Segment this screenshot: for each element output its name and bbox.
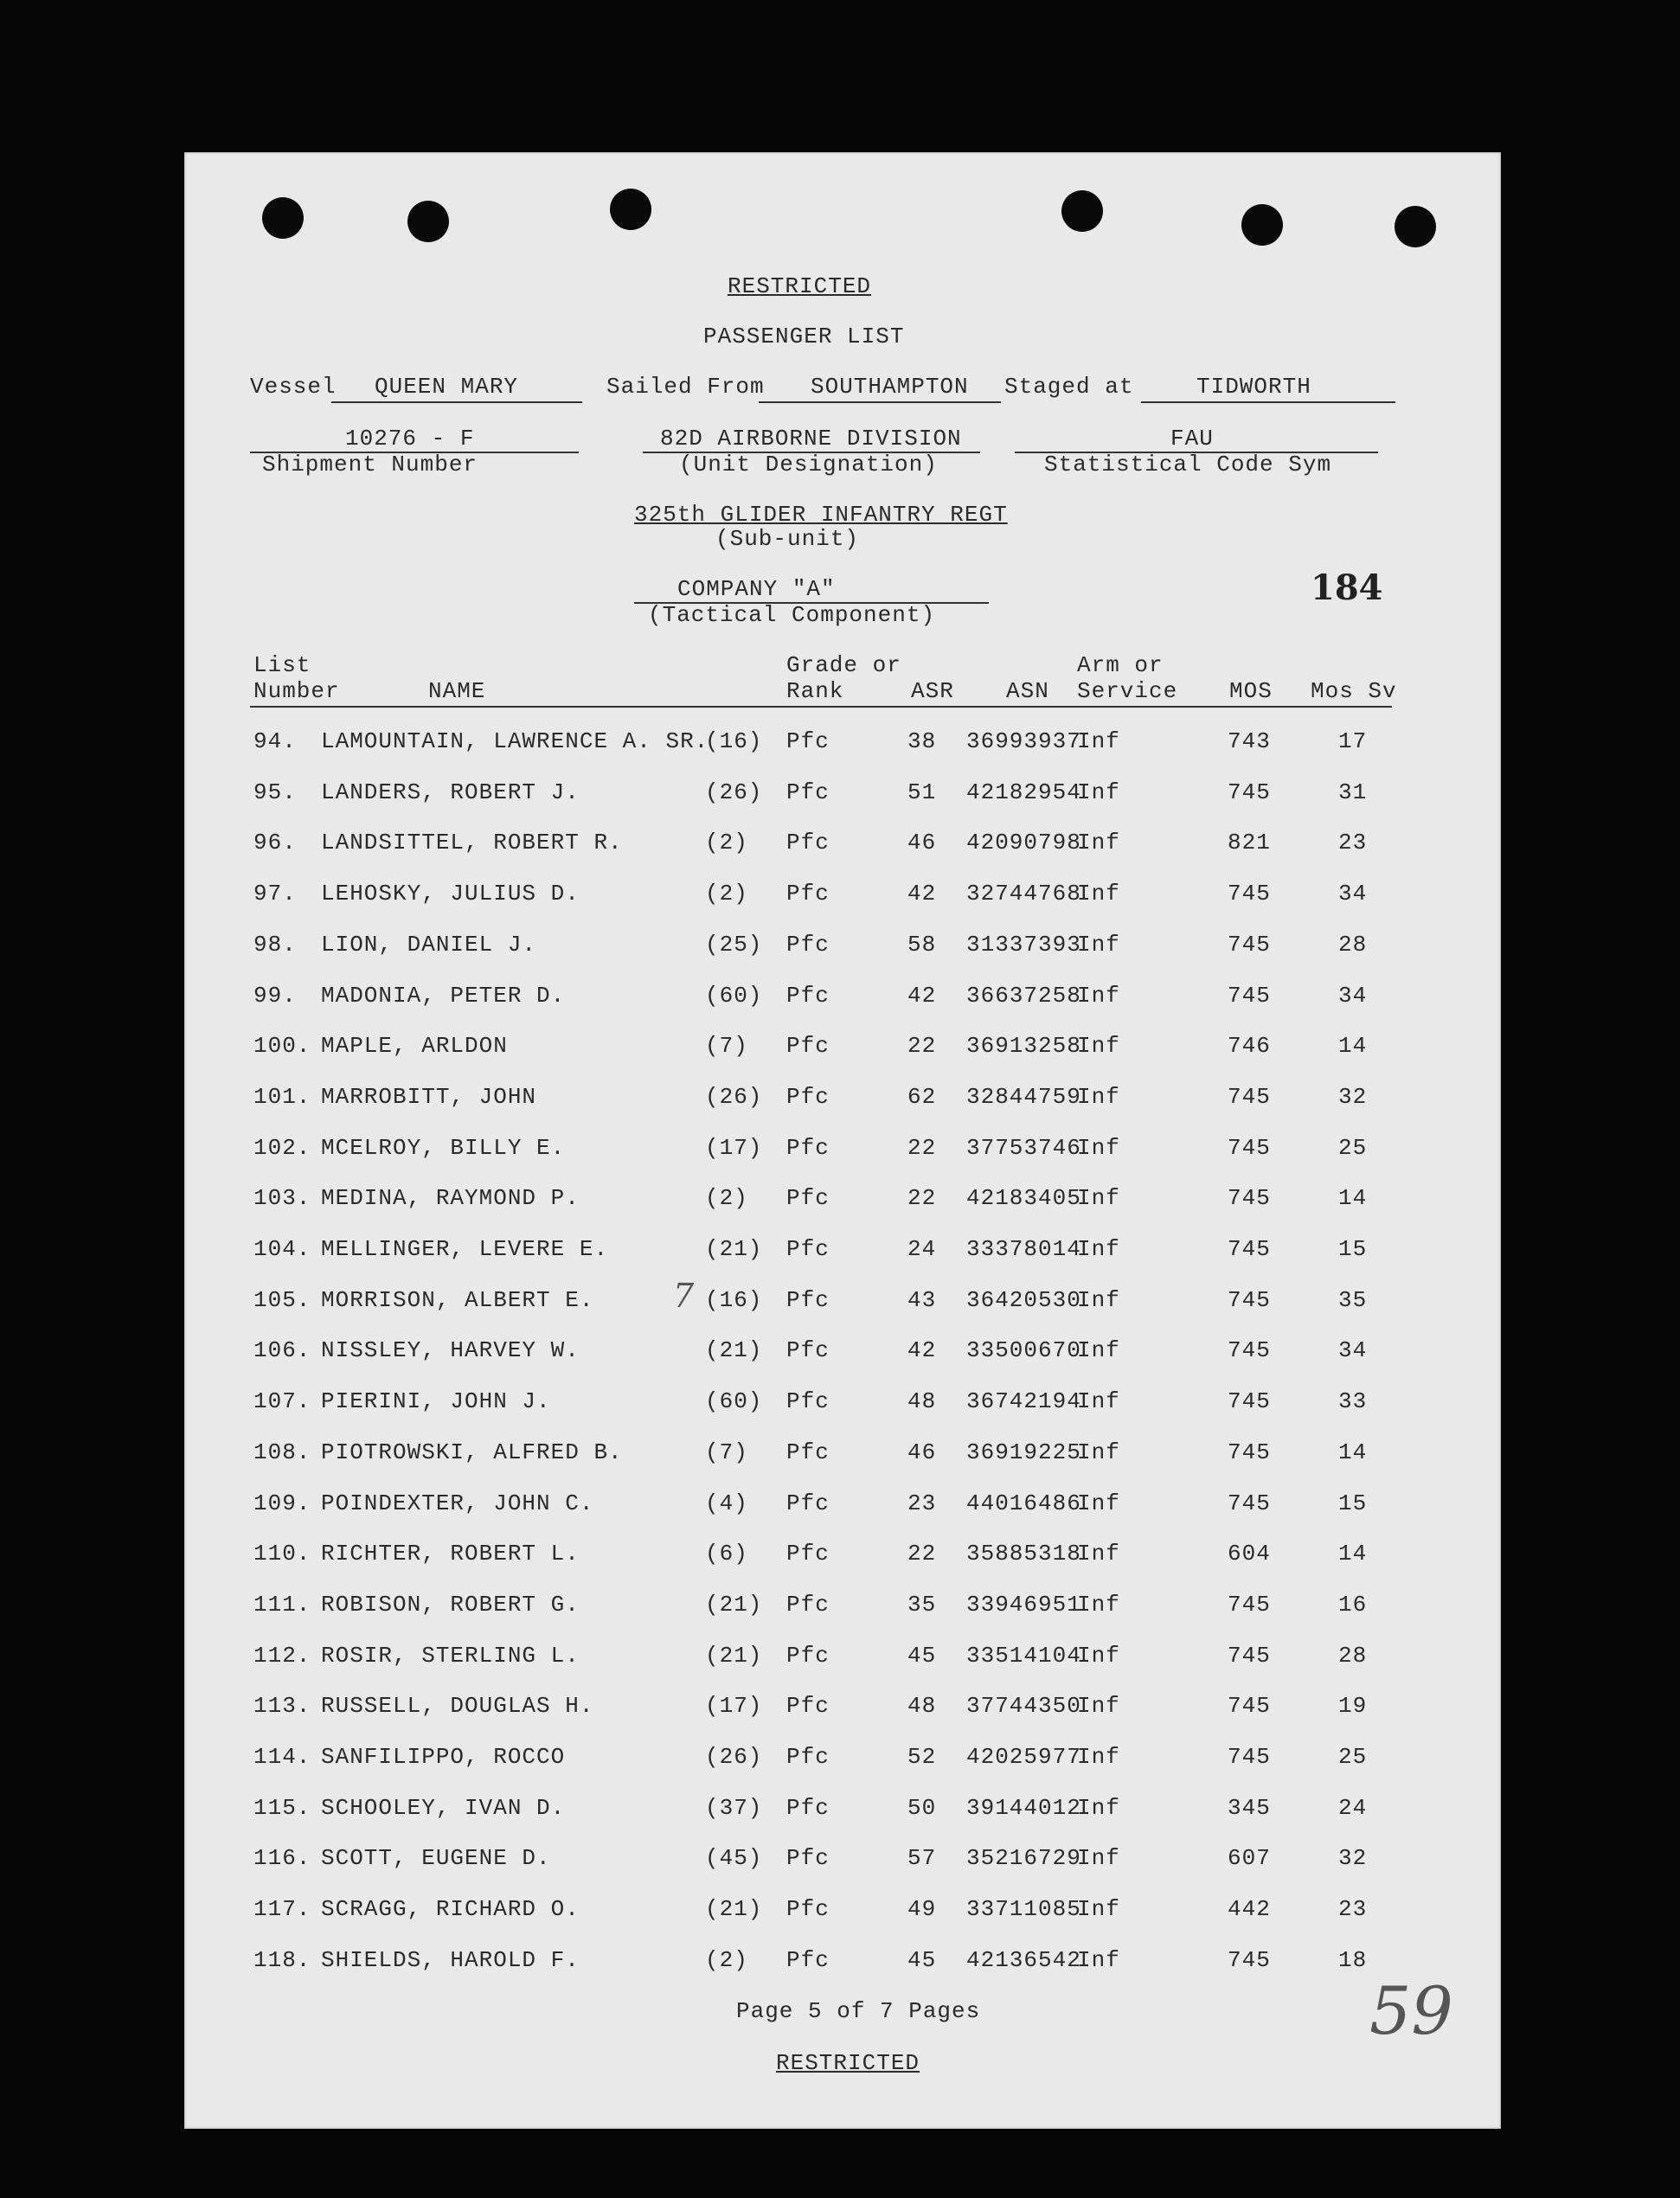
passenger-name: LAMOUNTAIN, LAWRENCE A. SR.	[321, 728, 709, 754]
mos: 821	[1228, 830, 1271, 856]
ref-number: (26)	[705, 1083, 763, 1110]
ref-number: (17)	[705, 1693, 763, 1720]
asr: 48	[907, 1693, 937, 1720]
mos: 607	[1228, 1845, 1271, 1872]
asr: 62	[907, 1083, 937, 1110]
table-row	[184, 1135, 1501, 1169]
list-number: 118.	[253, 1946, 311, 1973]
mos-sv: 14	[1338, 1033, 1368, 1060]
mos: 745	[1228, 1185, 1271, 1212]
handwritten-annotation: 7	[673, 1277, 695, 1315]
asr: 46	[907, 830, 937, 856]
asn: 36993937	[966, 728, 1081, 754]
ref-number: (25)	[705, 931, 763, 958]
sailed-underline	[759, 401, 1001, 403]
passenger-name: SHIELDS, HAROLD F.	[321, 1946, 580, 1973]
asn: 33514104	[966, 1642, 1081, 1669]
ref-number: (4)	[705, 1490, 748, 1516]
list-number: 111.	[253, 1591, 311, 1618]
asr: 38	[907, 728, 937, 754]
grade: Pfc	[786, 1642, 830, 1669]
table-row	[184, 983, 1501, 1017]
table-row	[184, 932, 1501, 966]
asn: 42183405	[966, 1185, 1081, 1212]
asn: 36913258	[966, 1033, 1081, 1060]
staged-label: Staged at	[1004, 374, 1134, 400]
asn: 36919225	[966, 1439, 1081, 1465]
passenger-name: LEHOSKY, JULIUS D.	[321, 881, 580, 907]
mos-sv: 25	[1338, 1134, 1368, 1161]
asn: 33500670	[966, 1337, 1081, 1364]
passenger-name: MADONIA, PETER D.	[321, 982, 566, 1009]
ref-number: (21)	[705, 1591, 763, 1618]
asr: 42	[907, 1337, 937, 1364]
list-number: 103.	[253, 1185, 311, 1212]
mos: 745	[1228, 1388, 1271, 1415]
table-row	[184, 830, 1501, 864]
grade: Pfc	[786, 1134, 830, 1161]
ref-number: (2)	[705, 1185, 748, 1212]
list-number: 110.	[253, 1541, 311, 1567]
asn: 42136542	[966, 1946, 1081, 1973]
col-list-1: List	[253, 652, 311, 678]
arm-service: Inf	[1077, 1286, 1120, 1313]
arm-service: Inf	[1077, 1388, 1120, 1415]
mos: 745	[1228, 1439, 1271, 1465]
statistical-code: FAU	[1170, 426, 1214, 452]
grade: Pfc	[786, 1946, 830, 1973]
list-number: 113.	[253, 1693, 311, 1720]
mos: 745	[1228, 1693, 1271, 1720]
list-number: 115.	[253, 1794, 311, 1821]
mos-sv: 31	[1338, 779, 1368, 805]
arm-service: Inf	[1077, 1337, 1120, 1364]
passenger-name: MORRISON, ALBERT E.	[321, 1286, 594, 1313]
asr: 22	[907, 1185, 937, 1212]
grade: Pfc	[786, 982, 830, 1009]
table-row	[184, 1744, 1501, 1778]
restricted-top: RESTRICTED	[728, 273, 872, 299]
sub-unit-label: (Sub-unit)	[715, 526, 860, 552]
grade: Pfc	[786, 1591, 830, 1618]
asr: 57	[907, 1845, 937, 1872]
arm-service: Inf	[1077, 779, 1120, 805]
asn: 37744350	[966, 1693, 1081, 1720]
list-number: 98.	[253, 931, 297, 958]
table-row	[184, 1033, 1501, 1067]
grade: Pfc	[786, 1896, 830, 1923]
arm-service: Inf	[1077, 1490, 1120, 1516]
mos-sv: 14	[1338, 1185, 1368, 1212]
punch-hole	[610, 189, 651, 230]
grade: Pfc	[786, 1337, 830, 1364]
ref-number: (7)	[705, 1033, 748, 1060]
asn: 32844759	[966, 1083, 1081, 1110]
asr: 51	[907, 779, 937, 805]
mos-sv: 19	[1338, 1693, 1368, 1720]
table-row	[184, 1896, 1501, 1931]
passenger-name: PIOTROWSKI, ALFRED B.	[321, 1439, 623, 1465]
table-row	[184, 1185, 1501, 1220]
passenger-name: NISSLEY, HARVEY W.	[321, 1337, 580, 1364]
table-row	[184, 1947, 1501, 1982]
punch-hole	[1241, 204, 1283, 246]
mos: 745	[1228, 1083, 1271, 1110]
list-number: 116.	[253, 1845, 311, 1872]
punch-hole	[262, 197, 304, 239]
ref-number: (26)	[705, 779, 763, 805]
grade: Pfc	[786, 1490, 830, 1516]
mos: 745	[1228, 779, 1271, 805]
passenger-name: MEDINA, RAYMOND P.	[321, 1185, 580, 1212]
list-number: 97.	[253, 881, 297, 907]
document-page	[184, 152, 1501, 2129]
ref-number: (37)	[705, 1794, 763, 1821]
arm-service: Inf	[1077, 1946, 1120, 1973]
mos-sv: 32	[1338, 1083, 1368, 1110]
punch-hole	[407, 201, 449, 242]
table-row	[184, 779, 1501, 814]
mos: 745	[1228, 982, 1271, 1009]
asn: 44016486	[966, 1490, 1081, 1516]
asr: 23	[907, 1490, 937, 1516]
col-arm-1: Arm or	[1077, 652, 1164, 678]
asr: 45	[907, 1946, 937, 1973]
asn: 32744768	[966, 881, 1081, 907]
mos-sv: 14	[1338, 1541, 1368, 1567]
grade: Pfc	[786, 1845, 830, 1872]
list-number: 105.	[253, 1286, 311, 1313]
mos: 745	[1228, 1642, 1271, 1669]
mos: 745	[1228, 1591, 1271, 1618]
mos: 743	[1228, 728, 1271, 754]
list-number: 104.	[253, 1236, 311, 1262]
list-number: 109.	[253, 1490, 311, 1516]
mos-sv: 23	[1338, 1896, 1368, 1923]
asn: 31337393	[966, 931, 1081, 958]
table-row	[184, 1337, 1501, 1372]
ref-number: (60)	[705, 1388, 763, 1415]
col-grade-1: Grade or	[786, 652, 901, 678]
sailed-label: Sailed From	[606, 374, 765, 400]
asr: 52	[907, 1744, 937, 1770]
mos-sv: 28	[1338, 1642, 1368, 1669]
col-asn: ASN	[1006, 678, 1049, 704]
table-row	[184, 1643, 1501, 1677]
component-label: (Tactical Component)	[648, 602, 936, 628]
grade: Pfc	[786, 1286, 830, 1313]
arm-service: Inf	[1077, 1744, 1120, 1770]
arm-service: Inf	[1077, 1845, 1120, 1872]
mos-sv: 24	[1338, 1794, 1368, 1821]
list-number: 107.	[253, 1388, 311, 1415]
header-rule	[250, 706, 1392, 708]
passenger-name: MAPLE, ARLDON	[321, 1033, 508, 1060]
shipment-label: Shipment Number	[262, 452, 478, 477]
list-number: 100.	[253, 1033, 311, 1060]
tactical-component: COMPANY "A"	[677, 576, 836, 602]
ref-number: (21)	[705, 1896, 763, 1923]
list-number: 96.	[253, 830, 297, 856]
asn: 42090798	[966, 830, 1081, 856]
handwritten-page-number: 59	[1369, 1972, 1453, 2049]
mos: 745	[1228, 1946, 1271, 1973]
table-row	[184, 1592, 1501, 1626]
table-row	[184, 1795, 1501, 1830]
mos-sv: 32	[1338, 1845, 1368, 1872]
grade: Pfc	[786, 931, 830, 958]
grade: Pfc	[786, 881, 830, 907]
table-row	[184, 1693, 1501, 1727]
asn: 35885318	[966, 1541, 1081, 1567]
passenger-name: MELLINGER, LEVERE E.	[321, 1236, 609, 1262]
arm-service: Inf	[1077, 1794, 1120, 1821]
asr: 45	[907, 1642, 937, 1669]
passenger-name: LANDERS, ROBERT J.	[321, 779, 580, 805]
asn: 36742194	[966, 1388, 1081, 1415]
passenger-name: SCRAGG, RICHARD O.	[321, 1896, 580, 1923]
list-number: 95.	[253, 779, 297, 805]
ref-number: (17)	[705, 1134, 763, 1161]
unit-label: (Unit Designation)	[679, 452, 938, 477]
code-label: Statistical Code Sym	[1044, 452, 1332, 477]
mos-sv: 33	[1338, 1388, 1368, 1415]
asn: 42025977	[966, 1744, 1081, 1770]
arm-service: Inf	[1077, 728, 1120, 754]
grade: Pfc	[786, 1083, 830, 1110]
passenger-name: MCELROY, BILLY E.	[321, 1134, 566, 1161]
mos: 745	[1228, 1134, 1271, 1161]
mos-sv: 28	[1338, 931, 1368, 958]
mos: 442	[1228, 1896, 1271, 1923]
arm-service: Inf	[1077, 1236, 1120, 1262]
passenger-name: POINDEXTER, JOHN C.	[321, 1490, 594, 1516]
mos: 746	[1228, 1033, 1271, 1060]
asn: 35216729	[966, 1845, 1081, 1872]
passenger-name: LANDSITTEL, ROBERT R.	[321, 830, 623, 856]
restricted-bottom: RESTRICTED	[776, 2050, 920, 2076]
table-row	[184, 881, 1501, 915]
asr: 42	[907, 881, 937, 907]
arm-service: Inf	[1077, 830, 1120, 856]
grade: Pfc	[786, 1744, 830, 1770]
arm-service: Inf	[1077, 1033, 1120, 1060]
arm-service: Inf	[1077, 1439, 1120, 1465]
ref-number: (2)	[705, 830, 748, 856]
table-row	[184, 1084, 1501, 1118]
mos-sv: 34	[1338, 1337, 1368, 1364]
grade: Pfc	[786, 1794, 830, 1821]
arm-service: Inf	[1077, 1541, 1120, 1567]
table-row	[184, 1439, 1501, 1474]
list-number: 117.	[253, 1896, 311, 1923]
staged-value: TIDWORTH	[1196, 374, 1311, 400]
mos: 745	[1228, 1744, 1271, 1770]
arm-service: Inf	[1077, 1591, 1120, 1618]
table-row	[184, 1490, 1501, 1525]
asr: 49	[907, 1896, 937, 1923]
sailed-value: SOUTHAMPTON	[811, 374, 969, 400]
asn: 39144012	[966, 1794, 1081, 1821]
vessel-value: QUEEN MARY	[375, 374, 519, 400]
arm-service: Inf	[1077, 881, 1120, 907]
passenger-name: LION, DANIEL J.	[321, 931, 537, 958]
mos-sv: 15	[1338, 1236, 1368, 1262]
unit-designation: 82D AIRBORNE DIVISION	[660, 426, 962, 452]
list-number: 106.	[253, 1337, 311, 1364]
passenger-name: MARROBITT, JOHN	[321, 1083, 537, 1110]
grade: Pfc	[786, 830, 830, 856]
ref-number: (16)	[705, 728, 763, 754]
page-footer: Page 5 of 7 Pages	[736, 1998, 981, 2024]
document-title: PASSENGER LIST	[703, 324, 905, 349]
asr: 50	[907, 1794, 937, 1821]
list-number: 112.	[253, 1642, 311, 1669]
punch-hole	[1061, 190, 1103, 232]
asr: 46	[907, 1439, 937, 1465]
page-stamp: 184	[1311, 567, 1383, 608]
mos-sv: 18	[1338, 1946, 1368, 1973]
punch-hole	[1395, 206, 1436, 247]
table-row	[184, 1388, 1501, 1423]
col-name: NAME	[428, 678, 486, 704]
asr: 58	[907, 931, 937, 958]
arm-service: Inf	[1077, 931, 1120, 958]
ref-number: (2)	[705, 881, 748, 907]
passenger-name: ROSIR, STERLING L.	[321, 1642, 580, 1669]
col-list-2: Number	[253, 678, 340, 704]
table-row	[184, 1845, 1501, 1880]
mos-sv: 16	[1338, 1591, 1368, 1618]
mos: 345	[1228, 1794, 1271, 1821]
mos: 745	[1228, 1236, 1271, 1262]
arm-service: Inf	[1077, 1896, 1120, 1923]
shipment-number: 10276 - F	[345, 426, 475, 452]
list-number: 94.	[253, 728, 297, 754]
grade: Pfc	[786, 1236, 830, 1262]
col-mos: MOS	[1229, 678, 1273, 704]
mos-sv: 35	[1338, 1286, 1368, 1313]
passenger-name: RUSSELL, DOUGLAS H.	[321, 1693, 594, 1720]
asr: 22	[907, 1541, 937, 1567]
asr: 22	[907, 1033, 937, 1060]
mos-sv: 17	[1338, 728, 1368, 754]
mos-sv: 34	[1338, 982, 1368, 1009]
asr: 42	[907, 982, 937, 1009]
asr: 43	[907, 1286, 937, 1313]
arm-service: Inf	[1077, 1642, 1120, 1669]
table-row	[184, 1287, 1501, 1322]
mos-sv: 14	[1338, 1439, 1368, 1465]
grade: Pfc	[786, 1388, 830, 1415]
list-number: 108.	[253, 1439, 311, 1465]
arm-service: Inf	[1077, 1185, 1120, 1212]
vessel-label: Vessel	[250, 374, 337, 400]
list-number: 101.	[253, 1083, 311, 1110]
col-grade-2: Rank	[786, 678, 844, 704]
mos: 604	[1228, 1541, 1271, 1567]
passenger-name: SCHOOLEY, IVAN D.	[321, 1794, 566, 1821]
ref-number: (60)	[705, 982, 763, 1009]
ref-number: (21)	[705, 1642, 763, 1669]
arm-service: Inf	[1077, 1693, 1120, 1720]
mos: 745	[1228, 1286, 1271, 1313]
col-arm-2: Service	[1077, 678, 1178, 704]
arm-service: Inf	[1077, 1134, 1120, 1161]
ref-number: (2)	[705, 1946, 748, 1973]
grade: Pfc	[786, 1541, 830, 1567]
list-number: 102.	[253, 1134, 311, 1161]
passenger-name: PIERINI, JOHN J.	[321, 1388, 551, 1415]
mos: 745	[1228, 1337, 1271, 1364]
mos-sv: 15	[1338, 1490, 1368, 1516]
asn: 33946951	[966, 1591, 1081, 1618]
arm-service: Inf	[1077, 982, 1120, 1009]
mos: 745	[1228, 881, 1271, 907]
asn: 33378014	[966, 1236, 1081, 1262]
passenger-name: RICHTER, ROBERT L.	[321, 1541, 580, 1567]
ref-number: (26)	[705, 1744, 763, 1770]
col-asr: ASR	[911, 678, 954, 704]
asn: 42182954	[966, 779, 1081, 805]
asn: 36637258	[966, 982, 1081, 1009]
ref-number: (21)	[705, 1236, 763, 1262]
passenger-name: SANFILIPPO, ROCCO	[321, 1744, 566, 1770]
ref-number: (16)	[705, 1286, 763, 1313]
list-number: 114.	[253, 1744, 311, 1770]
mos: 745	[1228, 1490, 1271, 1516]
ref-number: (6)	[705, 1541, 748, 1567]
arm-service: Inf	[1077, 1083, 1120, 1110]
staged-underline	[1141, 401, 1395, 403]
grade: Pfc	[786, 1033, 830, 1060]
list-number: 99.	[253, 982, 297, 1009]
grade: Pfc	[786, 1185, 830, 1212]
mos-sv: 25	[1338, 1744, 1368, 1770]
asn: 37753746	[966, 1134, 1081, 1161]
asr: 48	[907, 1388, 937, 1415]
asn: 36420530	[966, 1286, 1081, 1313]
mos-sv: 34	[1338, 881, 1368, 907]
grade: Pfc	[786, 728, 830, 754]
passenger-name: ROBISON, ROBERT G.	[321, 1591, 580, 1618]
vessel-underline	[331, 401, 582, 403]
asn: 33711085	[966, 1896, 1081, 1923]
grade: Pfc	[786, 779, 830, 805]
asr: 35	[907, 1591, 937, 1618]
table-row	[184, 1236, 1501, 1271]
passenger-name: SCOTT, EUGENE D.	[321, 1845, 551, 1872]
sub-unit: 325th GLIDER INFANTRY REGT	[634, 502, 1008, 528]
ref-number: (45)	[705, 1845, 763, 1872]
ref-number: (21)	[705, 1337, 763, 1364]
asr: 22	[907, 1134, 937, 1161]
col-mossv: Mos Sv	[1311, 678, 1397, 704]
grade: Pfc	[786, 1693, 830, 1720]
mos: 745	[1228, 931, 1271, 958]
table-row	[184, 1541, 1501, 1575]
mos-sv: 23	[1338, 830, 1368, 856]
table-row	[184, 728, 1501, 763]
grade: Pfc	[786, 1439, 830, 1465]
asr: 24	[907, 1236, 937, 1262]
ref-number: (7)	[705, 1439, 748, 1465]
